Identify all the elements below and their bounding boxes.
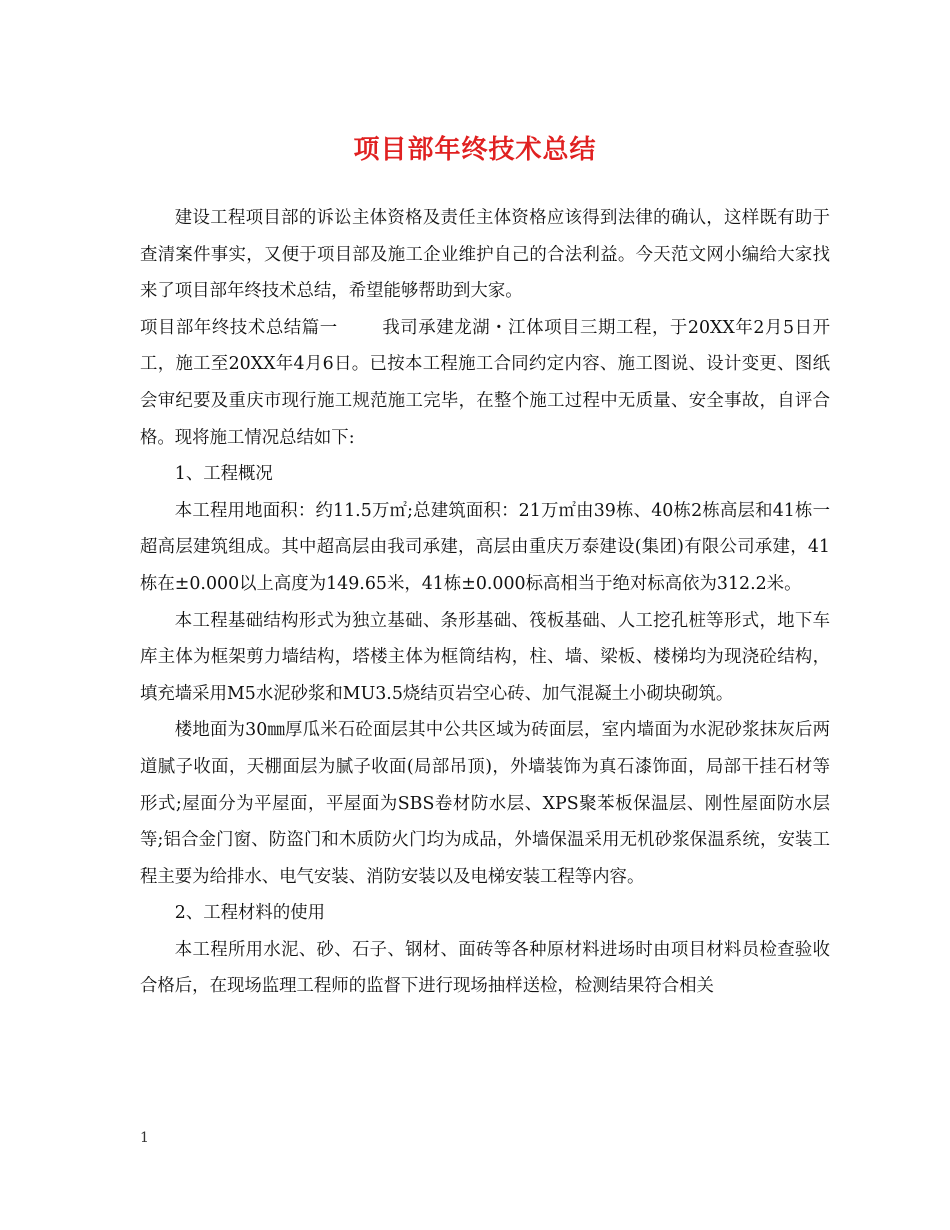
paragraph-materials: 本工程所用水泥、砂、石子、钢材、面砖等各种原材料进场时由项目材料员检查验收合格后，在现场监理工程师的监督下进行现场抽样送检，检测结果符合相关 (140, 939, 830, 997)
heading-materials: 2、工程材料的使用 (174, 903, 325, 924)
paragraph-finishes: 楼地面为30㎜厚瓜米石砼面层其中公共区域为砖面层，室内墙面为水泥砂浆抹灰后两道腻子收面，天棚面层为腻子收面(局部吊顶)，外墙装饰为真石漆饰面，局部干挂石材等形式;屋面分为平屋面，平屋面为SBS卷材防水层、XPS聚苯板保温层、刚性屋面防水层等;铝合金门窗、防盗门和木质防火门均为成品，外墙保温采用无机砂浆保温系统，安装工程主要为给排水、电气安装、消防安装以及电梯安装工程等内容。 (140, 720, 830, 887)
document-title: 项目部年终技术总结 (353, 135, 597, 165)
paragraph-site-area: 本工程用地面积：约11.5万㎡;总建筑面积：21万㎡由39栋、40栋2栋高层和41栋一超高层建筑组成。其中超高层由我司承建，高层由重庆万泰建设(集团)有限公司承建，41栋在±0.000以上高度为149.65米，41栋±0.000标高相当于绝对标高依为312.2米。 (140, 500, 830, 594)
document-body (140, 200, 830, 1005)
paragraph-structure: 本工程基础结构形式为独立基础、条形基础、筏板基础、人工挖孔桩等形式，地下车库主体为框架剪力墙结构，塔楼主体为框筒结构，柱、墙、梁板、楼梯均为现浇砼结构，填充墙采用M5水泥砂浆和MU3.5烧结页岩空心砖、加气混凝土小砌块砌筑。 (140, 610, 830, 704)
section-heading: 项目部年终技术总结篇一 (140, 317, 338, 338)
page-number: 1 (140, 1130, 149, 1146)
heading-project-overview: 1、工程概况 (174, 464, 273, 485)
section-paragraph (140, 310, 830, 456)
intro-paragraph: 建设工程项目部的诉讼主体资格及责任主体资格应该得到法律的确认，这样既有助于查清案件事实，又便于项目部及施工企业维护自己的合法利益。今天范文网小编给大家找来了项目部年终技术总结，希望能够帮助到大家。 (140, 208, 830, 302)
section-opening-text: 我司承建龙湖・江体项目三期工程，于20XX年2月5日开工，施工至20XX年4月6日。已按本工程施工合同约定内容、施工图说、设计变更、图纸会审纪要及重庆市现行施工规范施工完毕，在整个施工过程中无质量、安全事故，自评合格。现将施工情况总结如下: (140, 317, 830, 448)
